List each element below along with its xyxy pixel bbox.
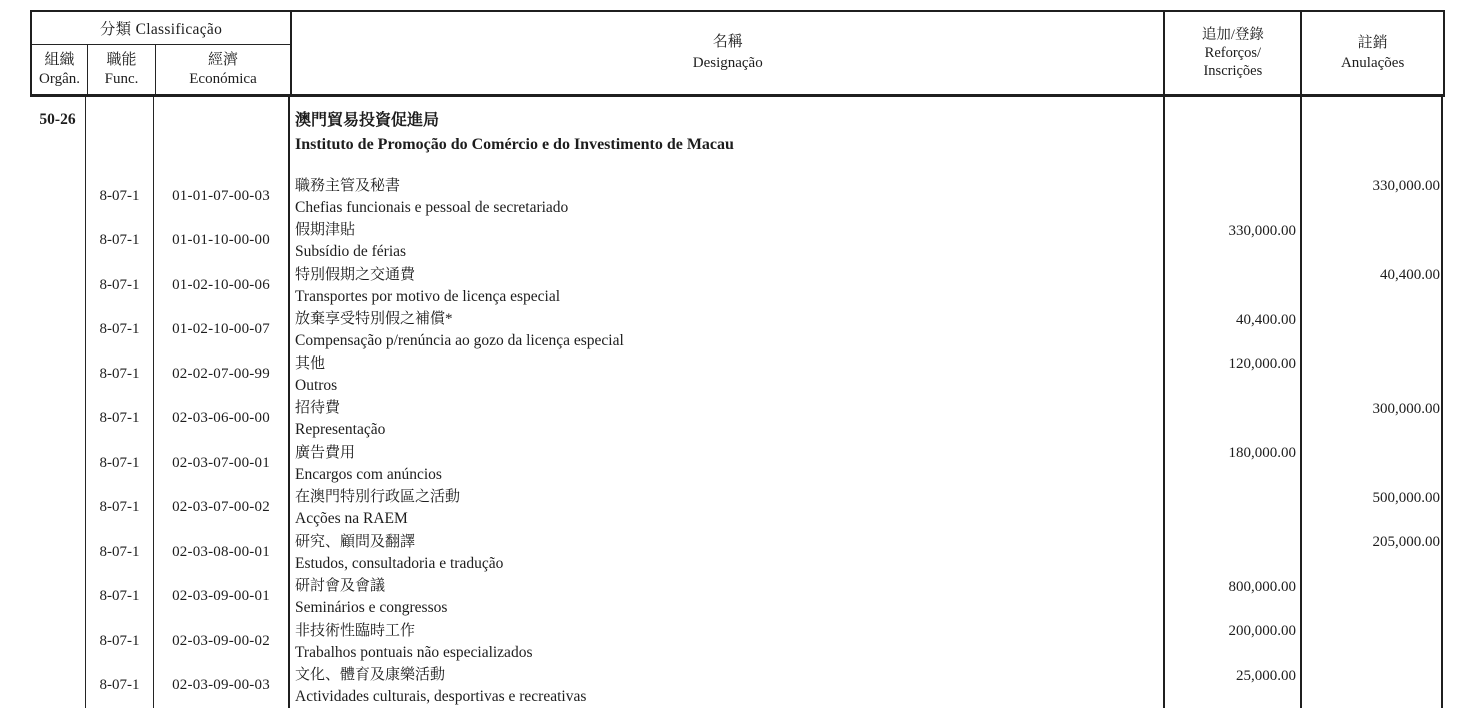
designation-zh: 廣告費用 — [295, 442, 1163, 464]
table-row — [30, 530, 1445, 575]
org-code-cell — [30, 174, 85, 219]
table-row — [30, 486, 1445, 531]
table-row — [30, 619, 1445, 664]
org-code: 50-26 — [30, 97, 85, 174]
table-row — [30, 174, 1445, 219]
designation-pt: Estudos, consultadoria e tradução — [295, 553, 1163, 574]
org-code-cell — [30, 530, 85, 575]
amount-anulacoes: 330,000.00 — [1300, 174, 1443, 219]
designation-zh: 研究、顧問及翻譯 — [295, 531, 1163, 553]
econ-code: 01-01-10-00-00 — [153, 219, 288, 264]
designation-zh: 其他 — [295, 353, 1163, 375]
designation-zh: 文化、體育及康樂活動 — [295, 664, 1163, 686]
econ-code: 02-03-09-00-03 — [153, 664, 288, 708]
org-code-cell — [30, 397, 85, 442]
designation-pt: Outros — [295, 375, 1163, 396]
func-code: 8-07-1 — [85, 263, 153, 308]
designation-pt: Acções na RAEM — [295, 508, 1163, 529]
amount-reforcos: 120,000.00 — [1163, 352, 1300, 397]
amount-reforcos: 180,000.00 — [1163, 441, 1300, 486]
amount-anulacoes — [1300, 575, 1443, 620]
designation-zh: 招待費 — [295, 397, 1163, 419]
designation-pt: Seminários e congressos — [295, 597, 1163, 618]
func-code: 8-07-1 — [85, 530, 153, 575]
designation-zh: 在澳門特別行政區之活動 — [295, 486, 1163, 508]
designation-pt: Representação — [295, 419, 1163, 440]
func-code: 8-07-1 — [85, 619, 153, 664]
table-body — [30, 97, 1445, 708]
designation-zh: 非技術性臨時工作 — [295, 620, 1163, 642]
designation-zh: 放棄享受特別假之補償* — [295, 308, 1163, 330]
header-reinforcements-column: 追加/登錄 Reforços/ Inscrições — [1163, 12, 1300, 94]
org-code-cell — [30, 619, 85, 664]
econ-code: 02-02-07-00-99 — [153, 352, 288, 397]
table-row — [30, 308, 1445, 353]
amount-anulacoes: 205,000.00 — [1300, 530, 1443, 575]
header-designation-column: 名稱 Designação — [290, 12, 1163, 94]
table-row — [30, 352, 1445, 397]
designation-zh: 研討會及會議 — [295, 575, 1163, 597]
table-row — [30, 219, 1445, 264]
amount-anulacoes — [1300, 219, 1443, 264]
amount-reforcos — [1163, 530, 1300, 575]
header-func-column: 職能 Func. — [87, 45, 155, 94]
designation-pt: Transportes por motivo de licença especial — [295, 286, 1163, 307]
org-code-cell — [30, 441, 85, 486]
org-code-cell — [30, 575, 85, 620]
amount-reforcos — [1163, 397, 1300, 442]
amount-reforcos: 200,000.00 — [1163, 619, 1300, 664]
organization-row — [30, 97, 1445, 174]
amount-anulacoes: 40,400.00 — [1300, 263, 1443, 308]
econ-code: 02-03-06-00-00 — [153, 397, 288, 442]
amount-anulacoes — [1300, 441, 1443, 486]
func-code: 8-07-1 — [85, 441, 153, 486]
header-annulments-column: 註銷 Anulações — [1300, 12, 1443, 94]
designation-zh: 假期津貼 — [295, 219, 1163, 241]
amount-anulacoes — [1300, 308, 1443, 353]
amount-anulacoes — [1300, 619, 1443, 664]
amount-reforcos: 40,400.00 — [1163, 308, 1300, 353]
table-row — [30, 664, 1445, 708]
func-code: 8-07-1 — [85, 575, 153, 620]
amount-reforcos — [1163, 97, 1300, 174]
amount-reforcos: 25,000.00 — [1163, 664, 1300, 708]
designation-zh: 職務主管及秘書 — [295, 175, 1163, 197]
header-econ-column: 經濟 Económica — [155, 45, 290, 94]
amount-reforcos: 800,000.00 — [1163, 575, 1300, 620]
designation-zh: 特別假期之交通費 — [295, 264, 1163, 286]
org-code-cell — [30, 219, 85, 264]
header-org-column: 組織 Orgân. — [32, 45, 87, 94]
econ-code: 01-02-10-00-06 — [153, 263, 288, 308]
econ-code: 02-03-07-00-01 — [153, 441, 288, 486]
func-code: 8-07-1 — [85, 664, 153, 708]
amount-anulacoes: 500,000.00 — [1300, 486, 1443, 531]
header-classification-group — [32, 12, 290, 94]
func-code: 8-07-1 — [85, 397, 153, 442]
org-code-cell — [30, 486, 85, 531]
designation-pt: Encargos com anúncios — [295, 464, 1163, 485]
table-row — [30, 397, 1445, 442]
org-code-cell — [30, 352, 85, 397]
table-header — [30, 10, 1445, 97]
func-code: 8-07-1 — [85, 486, 153, 531]
amount-reforcos — [1163, 486, 1300, 531]
table-row — [30, 263, 1445, 308]
func-code: 8-07-1 — [85, 174, 153, 219]
econ-code-cell — [153, 97, 288, 174]
econ-code: 02-03-09-00-02 — [153, 619, 288, 664]
org-code-cell — [30, 263, 85, 308]
func-code: 8-07-1 — [85, 219, 153, 264]
designation-pt: Chefias funcionais e pessoal de secretariado — [295, 197, 1163, 218]
org-code-cell — [30, 308, 85, 353]
org-title-zh: 澳門貿易投資促進局 — [295, 109, 1163, 133]
designation-pt: Subsídio de férias — [295, 241, 1163, 262]
table-row — [30, 575, 1445, 620]
designation-pt: Compensação p/renúncia ao gozo da licença especial — [295, 330, 1163, 351]
amount-anulacoes — [1300, 352, 1443, 397]
org-title-pt: Instituto de Promoção do Comércio e do Investimento de Macau — [295, 133, 1163, 156]
table-row — [30, 441, 1445, 486]
econ-code: 02-03-07-00-02 — [153, 486, 288, 531]
header-classification-label: 分類 Classificação — [32, 12, 290, 45]
amount-anulacoes: 300,000.00 — [1300, 397, 1443, 442]
budget-table — [30, 10, 1445, 708]
func-code: 8-07-1 — [85, 308, 153, 353]
econ-code: 02-03-08-00-01 — [153, 530, 288, 575]
econ-code: 01-02-10-00-07 — [153, 308, 288, 353]
designation-pt: Actividades culturais, desportivas e recreativas — [295, 686, 1163, 707]
amount-anulacoes — [1300, 97, 1443, 174]
econ-code: 02-03-09-00-01 — [153, 575, 288, 620]
econ-code: 01-01-07-00-03 — [153, 174, 288, 219]
func-code-cell — [85, 97, 153, 174]
designation-pt: Trabalhos pontuais não especializados — [295, 642, 1163, 663]
org-code-cell — [30, 664, 85, 708]
amount-reforcos — [1163, 263, 1300, 308]
amount-reforcos: 330,000.00 — [1163, 219, 1300, 264]
func-code: 8-07-1 — [85, 352, 153, 397]
amount-reforcos — [1163, 174, 1300, 219]
amount-anulacoes — [1300, 664, 1443, 708]
